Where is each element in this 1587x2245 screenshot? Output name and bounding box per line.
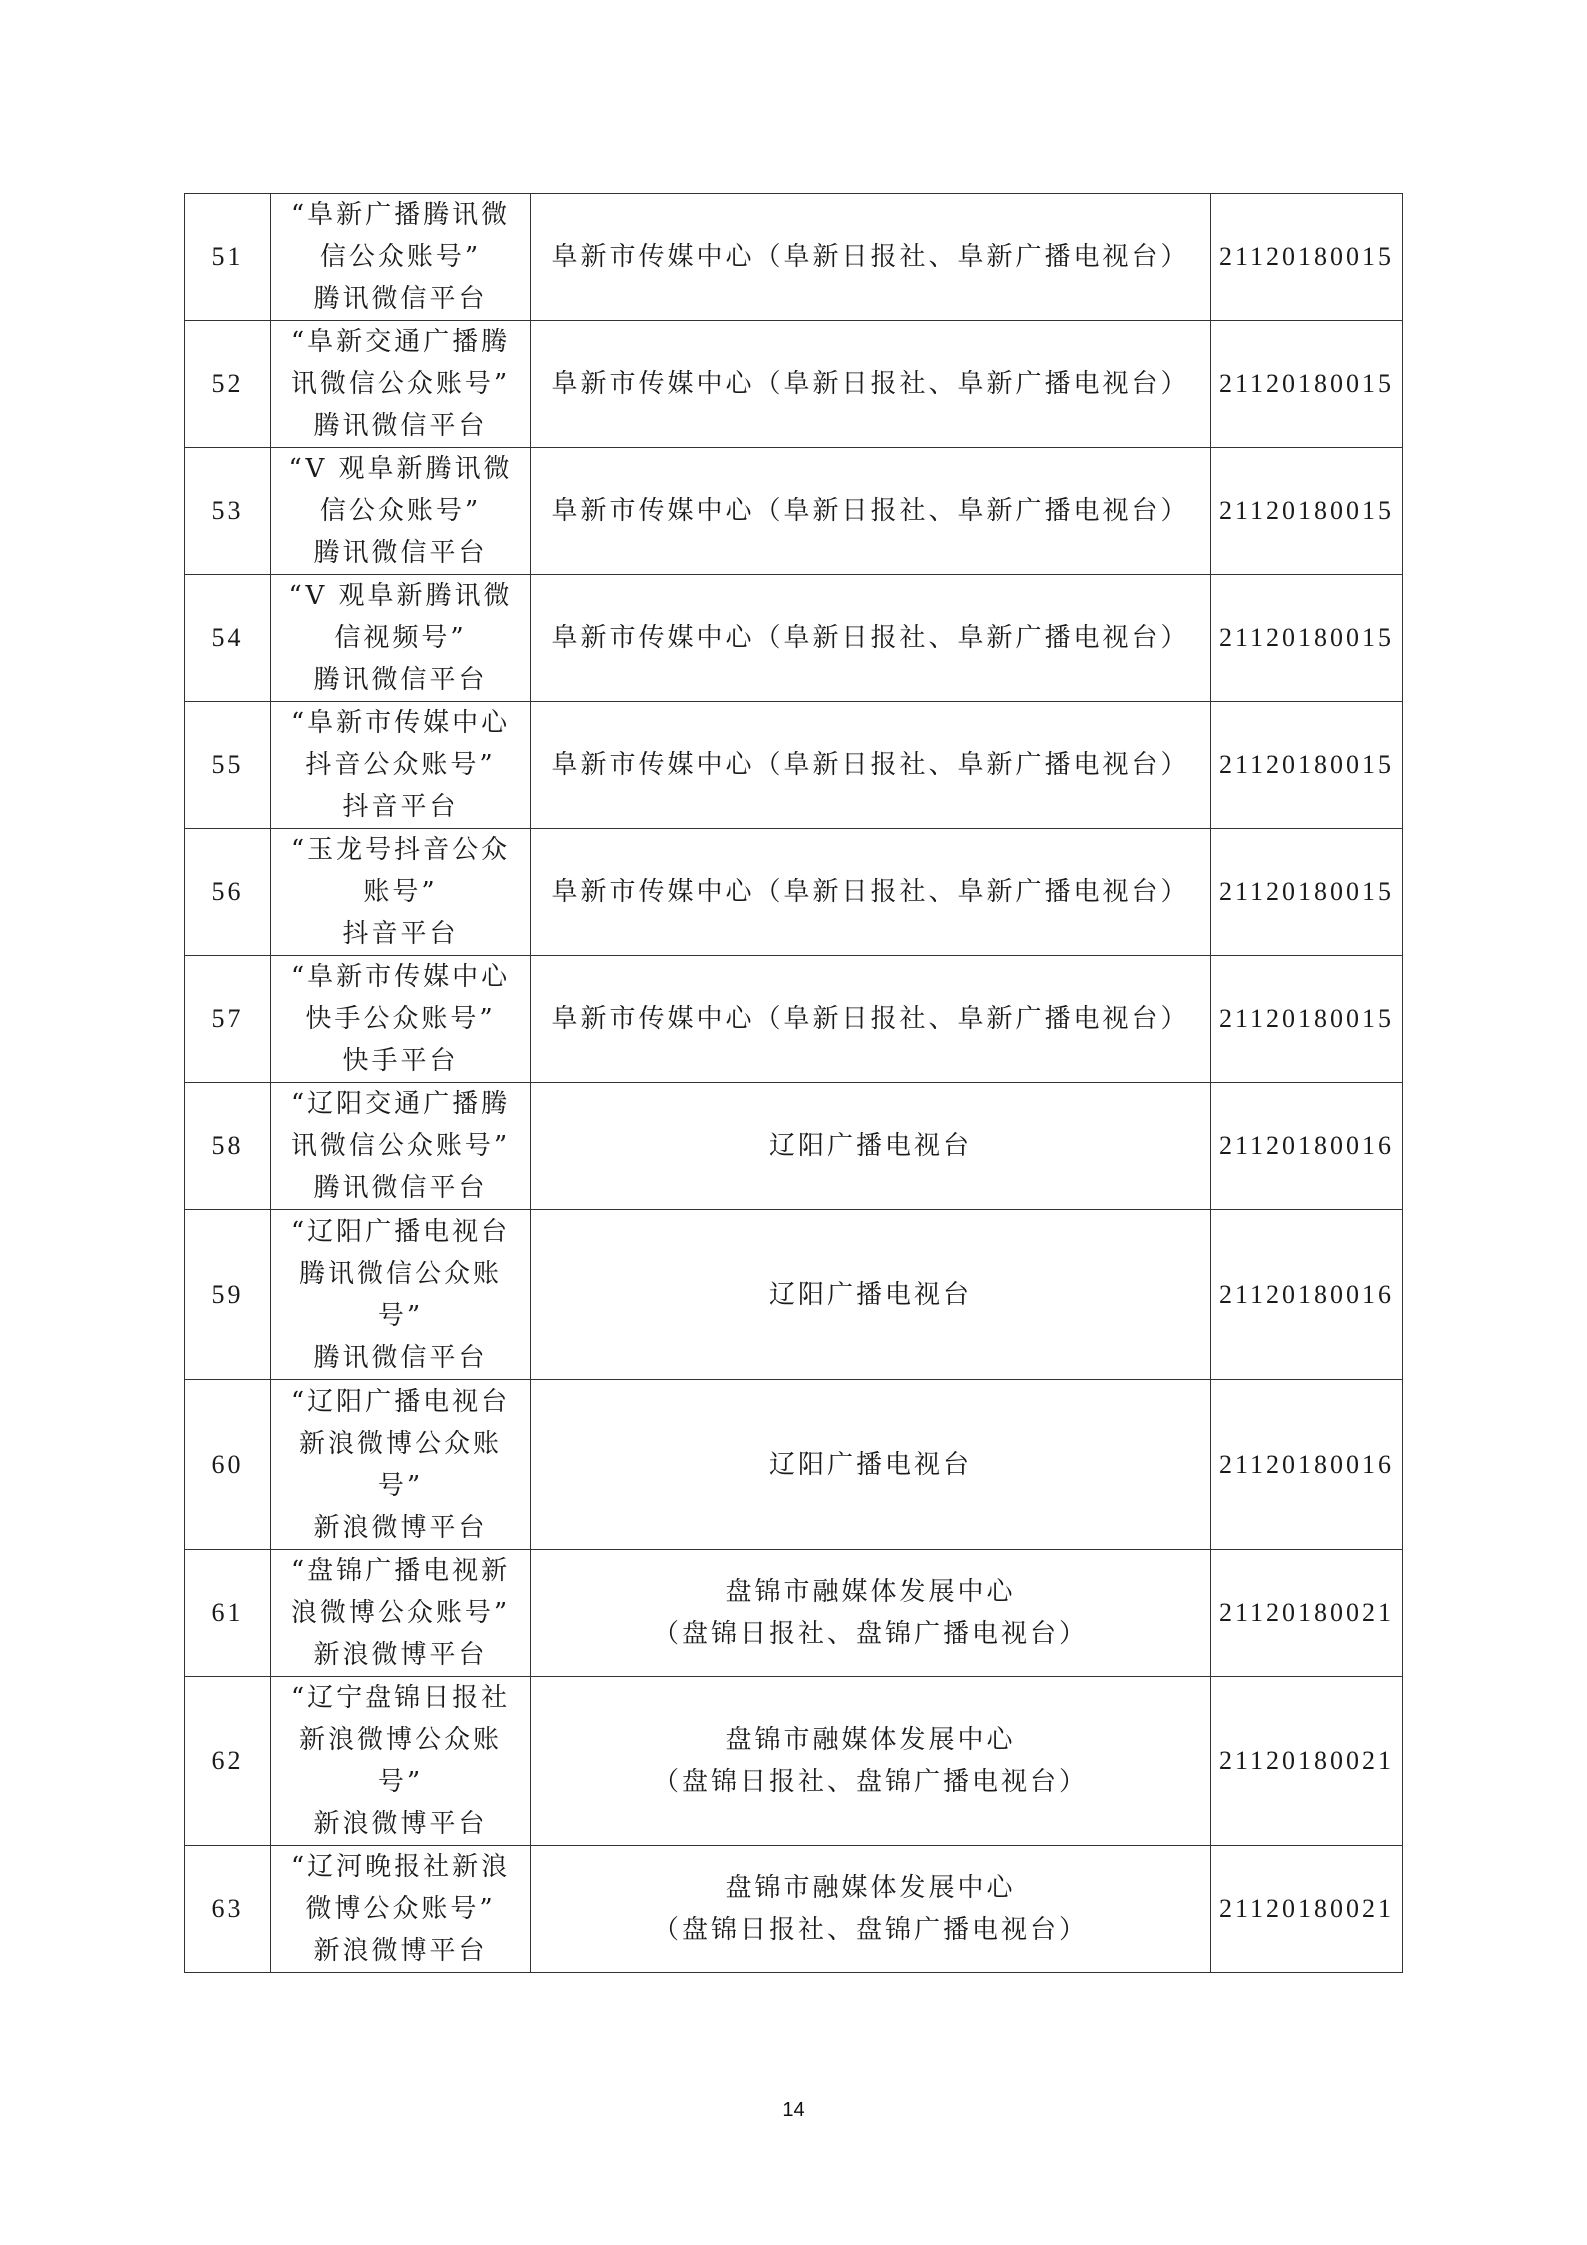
account-name-line: 抖音平台: [342, 792, 459, 822]
organization-cell: [531, 702, 1211, 829]
account-name-line: “阜新广播腾讯微: [290, 200, 511, 230]
account-name-line: 新浪微博公众账: [298, 1428, 502, 1459]
account-name-cell: [271, 1550, 531, 1677]
organization-line: 阜新市传媒中心（阜新日报社、阜新广播电视台）: [551, 242, 1190, 272]
license-code-cell: 21120180015: [1211, 829, 1403, 956]
account-name-line: 抖音公众账号”: [305, 750, 496, 780]
license-code-cell: 21120180015: [1211, 321, 1403, 448]
row-number-cell: 51: [185, 194, 271, 321]
account-name-cell: [271, 575, 531, 702]
account-name-cell: [271, 194, 531, 321]
row-number-cell: 59: [185, 1210, 271, 1380]
account-name-line: “盘锦广播电视新: [290, 1556, 511, 1586]
account-name-line: “阜新交通广播腾: [290, 327, 511, 357]
table-row: [185, 702, 1403, 829]
account-name-line: 抖音平台: [342, 919, 459, 949]
account-name-line: 讯微信公众账号”: [290, 1131, 511, 1161]
organization-line: 阜新市传媒中心（阜新日报社、阜新广播电视台）: [551, 369, 1190, 399]
account-name-line: “辽河晚报社新浪: [290, 1852, 511, 1882]
account-name-line: “辽阳广播电视台: [290, 1216, 511, 1247]
account-name-line: 腾讯微信平台: [313, 1342, 488, 1373]
table-row: [185, 194, 1403, 321]
page-number: 14: [782, 2099, 805, 2121]
organization-line: 阜新市传媒中心（阜新日报社、阜新广播电视台）: [551, 877, 1190, 907]
row-number-cell: 57: [185, 956, 271, 1083]
organization-cell: [531, 1380, 1211, 1550]
account-name-line: 新浪微博平台: [313, 1936, 488, 1966]
account-name-line: “辽阳交通广播腾: [290, 1089, 511, 1119]
account-name-line: 账号”: [363, 877, 438, 907]
organization-cell: [531, 1083, 1211, 1210]
organization-cell: [531, 1677, 1211, 1846]
organization-cell: [531, 575, 1211, 702]
account-name-line: 微博公众账号”: [305, 1894, 496, 1924]
registry-table-body: [185, 194, 1403, 1973]
account-name-line: 浪微博公众账号”: [290, 1598, 511, 1628]
organization-line: 阜新市传媒中心（阜新日报社、阜新广播电视台）: [551, 1004, 1190, 1034]
registry-table: [184, 193, 1403, 1973]
account-name-cell: [271, 1677, 531, 1846]
account-name-line: 新浪微博平台: [313, 1640, 488, 1670]
organization-line: 阜新市传媒中心（阜新日报社、阜新广播电视台）: [551, 623, 1190, 653]
account-name-line: 腾讯微信公众账: [298, 1258, 502, 1289]
account-name-line: 号”: [377, 1300, 424, 1331]
account-name-line: 讯微信公众账号”: [290, 369, 511, 399]
row-number-cell: 56: [185, 829, 271, 956]
table-row: [185, 956, 1403, 1083]
license-code-cell: 21120180021: [1211, 1677, 1403, 1846]
table-row: [185, 829, 1403, 956]
organization-cell: [531, 194, 1211, 321]
table-row: [185, 1083, 1403, 1210]
account-name-cell: [271, 1083, 531, 1210]
account-name-line: “V 观阜新腾讯微: [288, 581, 513, 611]
row-number-cell: 58: [185, 1083, 271, 1210]
license-code-cell: 21120180015: [1211, 448, 1403, 575]
account-name-line: 号”: [377, 1470, 424, 1501]
organization-cell: [531, 829, 1211, 956]
account-name-line: 腾讯微信平台: [313, 411, 488, 441]
account-name-line: 快手平台: [342, 1046, 459, 1076]
account-name-line: 新浪微博公众账: [298, 1725, 502, 1755]
organization-cell: [531, 448, 1211, 575]
account-name-cell: [271, 1210, 531, 1380]
account-name-cell: [271, 1380, 531, 1550]
organization-line: （盘锦日报社、盘锦广播电视台）: [652, 1619, 1088, 1649]
organization-line: 辽阳广播电视台: [768, 1279, 972, 1310]
organization-line: 阜新市传媒中心（阜新日报社、阜新广播电视台）: [551, 496, 1190, 526]
license-code-cell: 21120180015: [1211, 194, 1403, 321]
row-number-cell: 62: [185, 1677, 271, 1846]
account-name-cell: [271, 702, 531, 829]
table-row: [185, 1677, 1403, 1846]
organization-line: 盘锦市融媒体发展中心: [725, 1873, 1016, 1903]
organization-line: 阜新市传媒中心（阜新日报社、阜新广播电视台）: [551, 750, 1190, 780]
row-number-cell: 55: [185, 702, 271, 829]
license-code-cell: 21120180016: [1211, 1083, 1403, 1210]
organization-line: 辽阳广播电视台: [768, 1131, 972, 1161]
organization-line: （盘锦日报社、盘锦广播电视台）: [652, 1767, 1088, 1797]
account-name-line: 信视频号”: [334, 623, 467, 653]
license-code-cell: 21120180021: [1211, 1846, 1403, 1973]
account-name-line: “辽阳广播电视台: [290, 1386, 511, 1417]
organization-cell: [531, 1550, 1211, 1677]
account-name-line: 腾讯微信平台: [313, 284, 488, 314]
account-name-line: 腾讯微信平台: [313, 1173, 488, 1203]
organization-cell: [531, 1846, 1211, 1973]
license-code-cell: 21120180016: [1211, 1380, 1403, 1550]
organization-line: 辽阳广播电视台: [768, 1449, 972, 1480]
account-name-line: 快手公众账号”: [305, 1004, 496, 1034]
account-name-line: 腾讯微信平台: [313, 538, 488, 568]
account-name-line: “辽宁盘锦日报社: [290, 1683, 511, 1713]
account-name-line: 信公众账号”: [319, 496, 482, 526]
row-number-cell: 61: [185, 1550, 271, 1677]
account-name-line: 信公众账号”: [319, 242, 482, 272]
table-row: [185, 321, 1403, 448]
account-name-line: 腾讯微信平台: [313, 665, 488, 695]
table-row: [185, 448, 1403, 575]
account-name-line: 新浪微博平台: [313, 1809, 488, 1839]
account-name-cell: [271, 956, 531, 1083]
account-name-line: “阜新市传媒中心: [290, 708, 511, 738]
table-row: [185, 1210, 1403, 1380]
table-row: [185, 1380, 1403, 1550]
organization-line: 盘锦市融媒体发展中心: [725, 1725, 1016, 1755]
row-number-cell: 54: [185, 575, 271, 702]
account-name-line: “阜新市传媒中心: [290, 962, 511, 992]
account-name-line: 号”: [377, 1767, 424, 1797]
account-name-cell: [271, 1846, 531, 1973]
account-name-cell: [271, 321, 531, 448]
account-name-line: “V 观阜新腾讯微: [288, 454, 513, 484]
license-code-cell: 21120180016: [1211, 1210, 1403, 1380]
organization-cell: [531, 321, 1211, 448]
license-code-cell: 21120180015: [1211, 956, 1403, 1083]
account-name-cell: [271, 448, 531, 575]
organization-cell: [531, 1210, 1211, 1380]
row-number-cell: 53: [185, 448, 271, 575]
table-row: [185, 1550, 1403, 1677]
account-name-cell: [271, 829, 531, 956]
license-code-cell: 21120180021: [1211, 1550, 1403, 1677]
organization-cell: [531, 956, 1211, 1083]
table-row: [185, 575, 1403, 702]
license-code-cell: 21120180015: [1211, 702, 1403, 829]
account-name-line: “玉龙号抖音公众: [290, 835, 511, 865]
account-name-line: 新浪微博平台: [313, 1512, 488, 1543]
row-number-cell: 52: [185, 321, 271, 448]
table-row: [185, 1846, 1403, 1973]
license-code-cell: 21120180015: [1211, 575, 1403, 702]
organization-line: 盘锦市融媒体发展中心: [725, 1577, 1016, 1607]
organization-line: （盘锦日报社、盘锦广播电视台）: [652, 1915, 1088, 1945]
row-number-cell: 60: [185, 1380, 271, 1550]
row-number-cell: 63: [185, 1846, 271, 1973]
